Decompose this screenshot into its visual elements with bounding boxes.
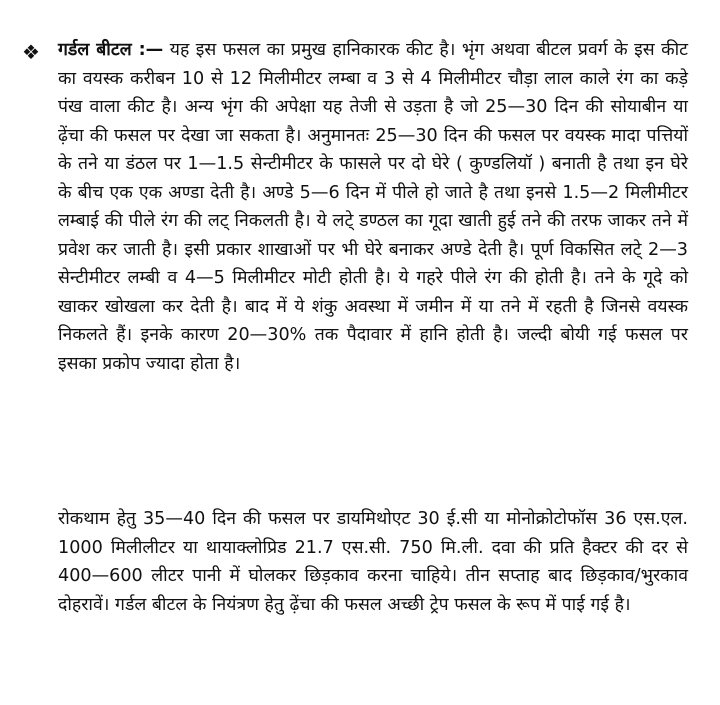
pest-description-paragraph: [58, 36, 688, 378]
section-heading: गर्डल बीटल :—: [58, 40, 164, 60]
diamond-bullet-icon: ❖: [22, 40, 40, 64]
control-measures-paragraph: रोकथाम हेतु 35—40 दिन की फसल पर डायमिथोएट 30 ई.सी या मोनोक्रोटोफॉस 36 एस.एल. 1000 मिलीलीटर या थायाक्लोप्रिड 21.7 एस.सी. 750 मि.ली. दवा की प्रति हैक्टर की दर से 400—600 लीटर पानी में घोलकर छिड़काव करना चाहिये। तीन सप्ताह बाद छिड़काव/भुरकाव दोहरावें। गर्डल बीटल के नियंत्रण हेतु ढ़ेंचा की फसल अच्छी ट्रेप फसल के रूप में पाई गई है।: [58, 509, 688, 615]
pest-description-text: यह इस फसल का प्रमुख हानिकारक कीट है। भृंग अथवा बीटल प्रवर्ग के इस कीट का वयस्क करीबन 10 से 12 मिलीमीटर लम्बा व 3 से 4 मिलीमीटर चौड़ा लाल काले रंग का कड़े पंख वाला कीट है। अन्य भृंग की अपेक्षा यह तेजी से उड़ता है जो 25—30 दिन की सोयाबीन या ढ़ेंचा की फसल पर देखा जा सकता है। अनुमानतः 25—30 दिन की फसल पर वयस्क मादा पत्तियों के तने या डंठल पर 1—1.5 सेन्टीमीटर के फासले पर दो घेरे ( कुण्डलियॉ ) बनाती है तथा इन घेरे के बीच एक एक अण्डा देती है। अण्डे 5—6 दिन में पीले हो जाते है तथा इनसे 1.5—2 मिलीमीटर लम्बाई की पीले रंग की लट् निकलती है। ये लटे् डण्ठल का गूदा खाती हुई तने की तरफ जाकर तने में प्रवेश कर जाती है। इसी प्रकार शाखाओं पर भी घेरे बनाकर अण्डे देती है। पूर्ण विकसित लटे् 2—3 सेन्टीमीटर लम्बी व 4—5 मिलीमीटर मोटी होती है। ये गहरे पीले रंग की होती है। तने के गूदे को खाकर खोखला कर देती है। बाद में ये शंकु अवस्था में जमीन में या तने में रहती है जिनसे वयस्क निकलते हैं। इनके कारण 20—30% तक पैदावार में हानि होती है। जल्दी बोयी गई फसल पर इसका प्रकोप ज्यादा होता है।: [58, 40, 689, 374]
